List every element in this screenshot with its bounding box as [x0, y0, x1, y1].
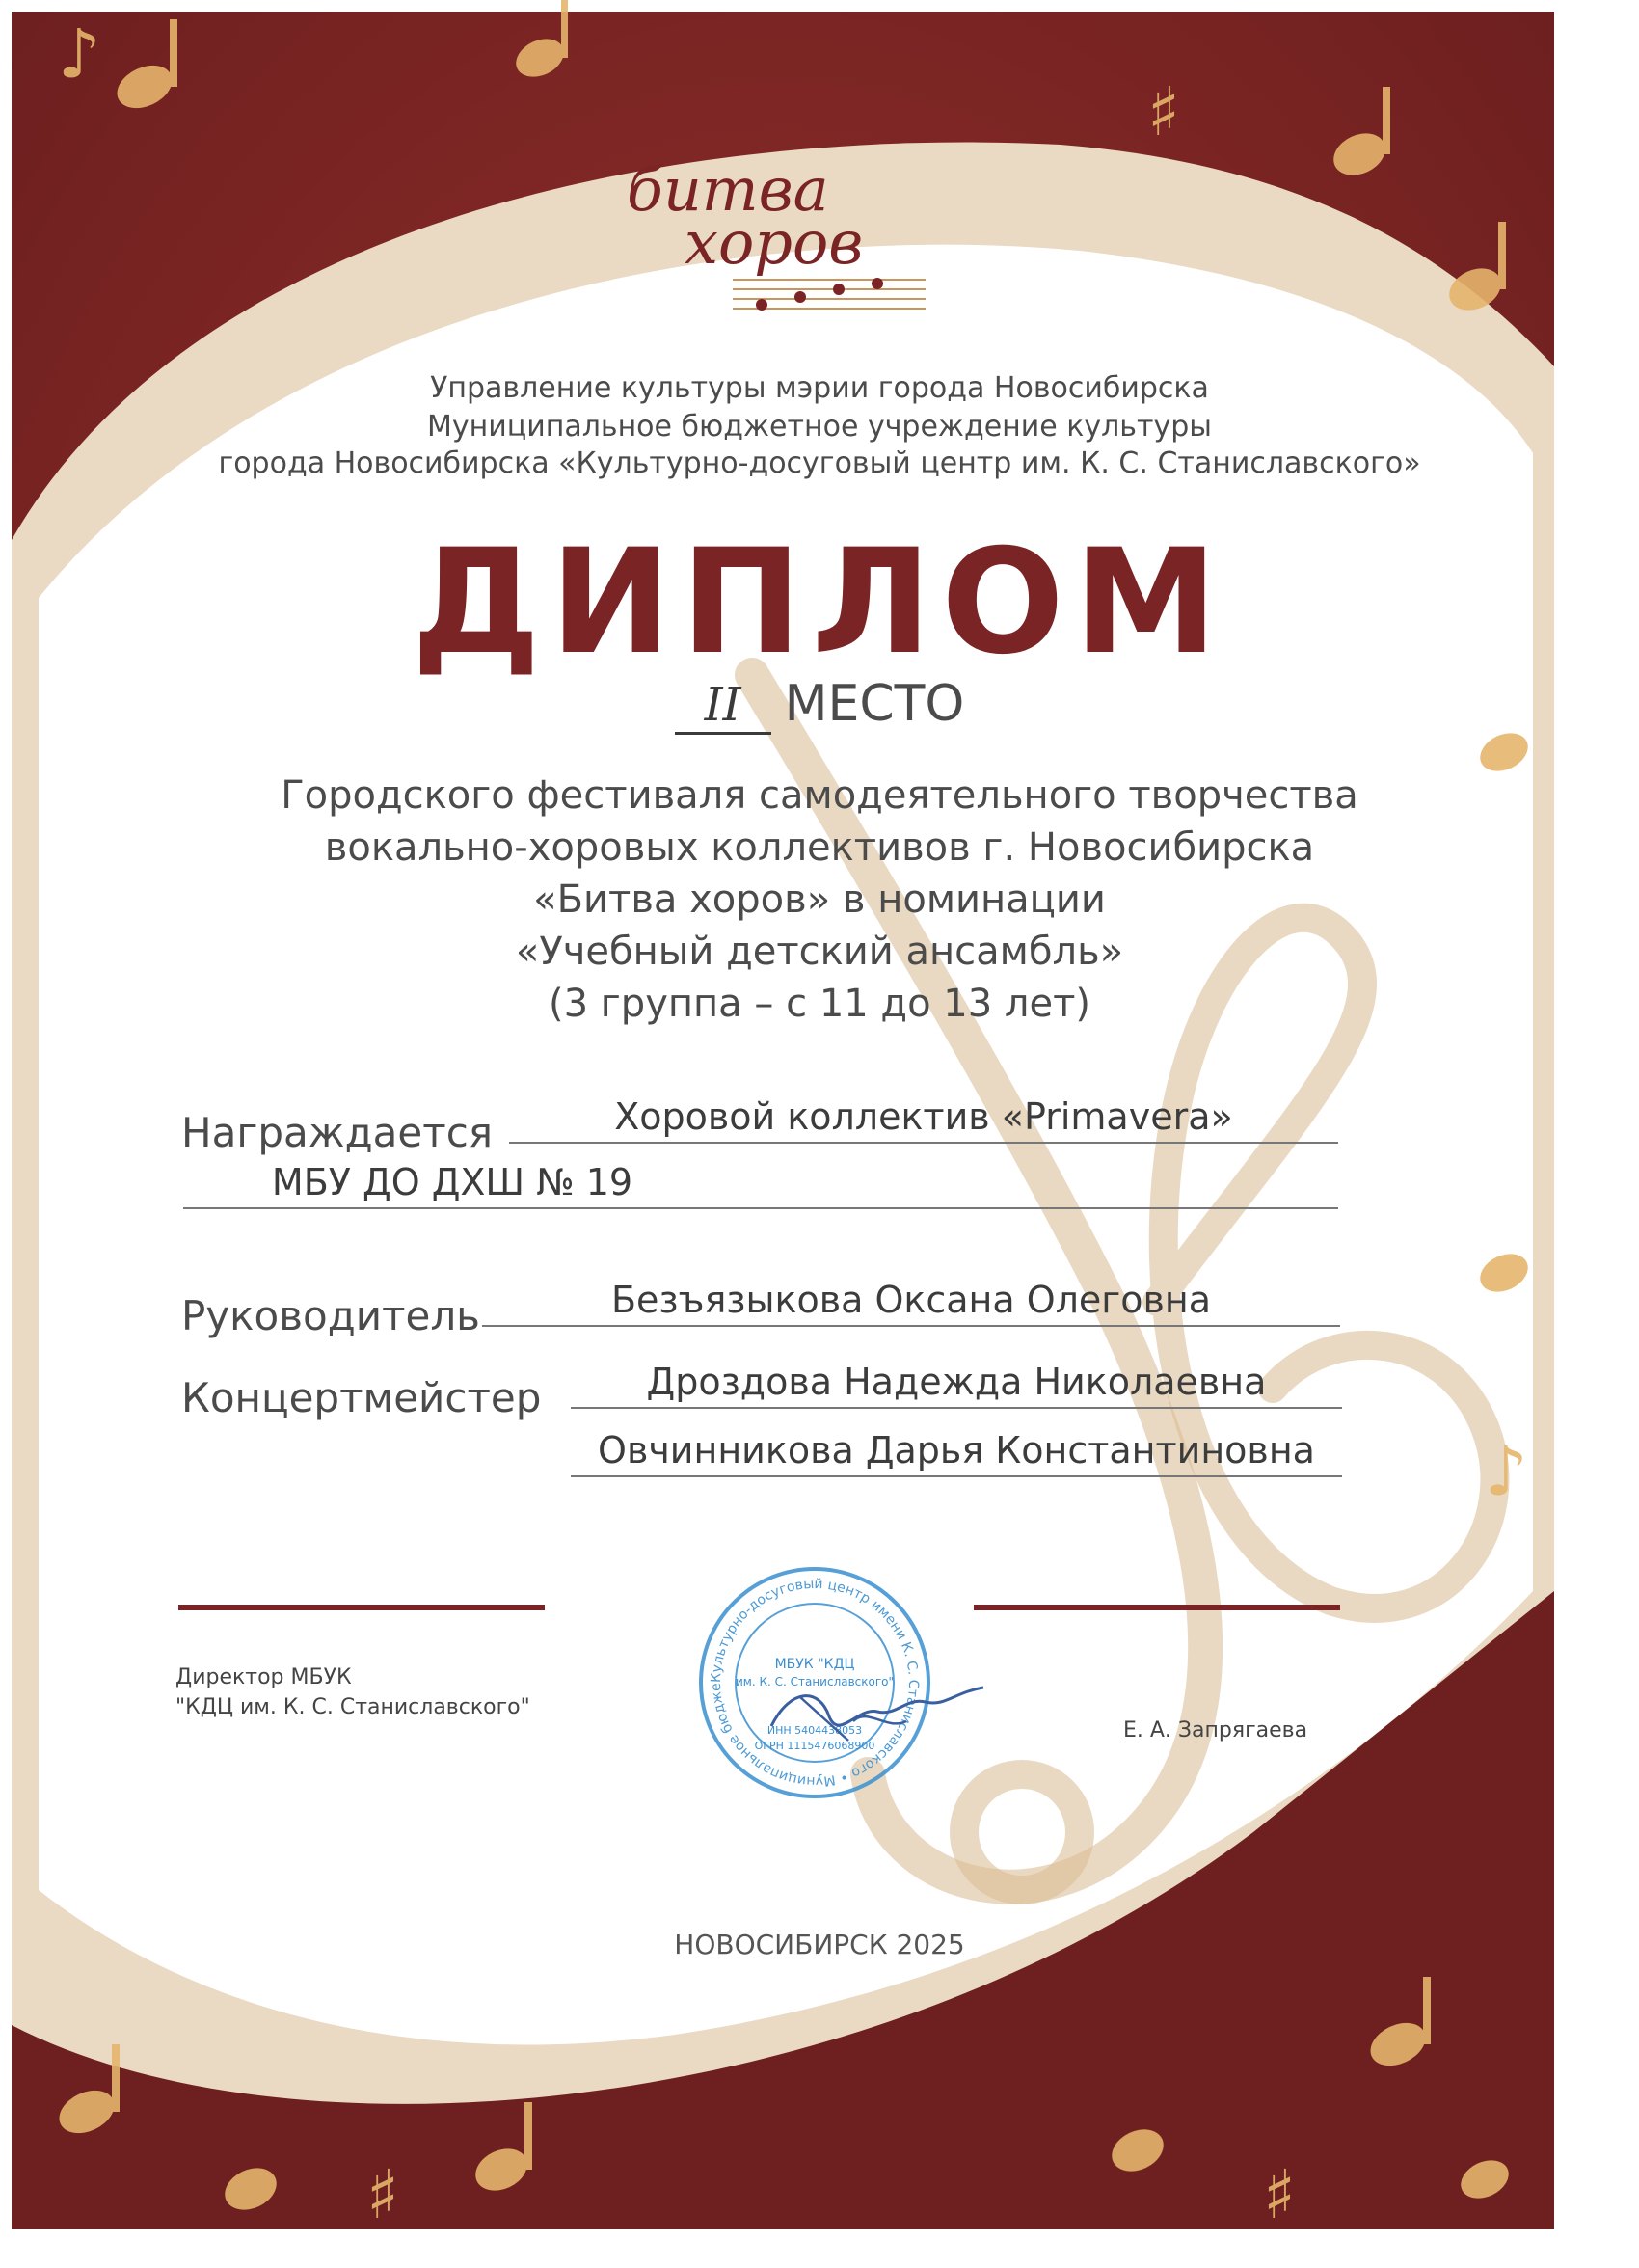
festival-logo — [617, 154, 926, 328]
director-title-2: "КДЦ им. К. С. Станиславского" — [175, 1695, 530, 1719]
place-number: II — [675, 678, 771, 735]
accompanist-label: Концертмейстер — [181, 1374, 542, 1421]
festival-line-1: Городского фестиваля самодеятельного творчества — [281, 773, 1358, 818]
director-signature-line — [178, 1605, 545, 1610]
stamp-outer-text: Культурно-досуговый центр имени К. С. Станиславского • Муниципальное бюдже — [708, 1576, 922, 1790]
leader-value: Безъязыкова Оксана Олеговна — [482, 1275, 1340, 1327]
organizer-line-1: Управление культуры мэрии города Новосибирска — [430, 371, 1209, 405]
diploma-title: ДИПЛОМ — [411, 519, 1228, 687]
place-line — [0, 675, 1639, 735]
stamp-inn: ИНН 5404438053 — [766, 1724, 863, 1737]
stamp-center-1: МБУК "КДЦ — [774, 1657, 855, 1672]
festival-line-2: вокально-хоровых коллективов г. Новосибирска — [324, 825, 1315, 870]
leader-label: Руководитель — [181, 1292, 480, 1339]
svg-text:♪: ♪ — [58, 14, 101, 94]
accompanist-value-1: Дроздова Надежда Николаевна — [571, 1357, 1342, 1409]
organizer-line-2: Муниципальное бюджетное учреждение культуры — [427, 410, 1212, 444]
stamp-ogrn: ОГРН 1115476068900 — [754, 1740, 875, 1752]
director-name: Е. А. Запрягаева — [1123, 1718, 1308, 1742]
awarded-school — [183, 1157, 1338, 1209]
festival-line-5: (3 группа – с 11 до 13 лет) — [549, 982, 1090, 1026]
awarded-school-text: МБУ ДО ДХШ № 19 — [271, 1161, 633, 1203]
director-title-1: Директор МБУК — [175, 1665, 352, 1689]
place-label: МЕСТО — [784, 675, 965, 733]
svg-text:♪: ♪ — [1485, 1432, 1528, 1511]
handwritten-signature — [762, 1668, 993, 1755]
awarded-value: Хоровой коллектив «Primavera» — [509, 1092, 1338, 1144]
festival-line-4: «Учебный детский ансамбль» — [515, 930, 1124, 974]
logo-line1: битва — [627, 154, 829, 225]
festival-line-3: «Битва хоров» в номинации — [533, 878, 1106, 922]
svg-text:♯: ♯ — [1147, 72, 1180, 151]
accompanist-value-2: Овчинникова Дарья Константиновна — [571, 1425, 1342, 1477]
stamp-center-2: им. К. С. Станиславского" — [735, 1675, 895, 1688]
official-stamp — [694, 1562, 935, 1803]
svg-text:♯: ♯ — [1263, 2155, 1296, 2234]
music-staff-icon — [733, 270, 926, 328]
organizer-line-3: города Новосибирска «Культурно-досуговый центр им. К. С. Станиславского» — [218, 446, 1421, 480]
right-signature-line — [974, 1605, 1340, 1610]
logo-line2: хоров — [685, 207, 864, 278]
svg-text:♯: ♯ — [366, 2155, 399, 2234]
city-year: НОВОСИБИРСК 2025 — [674, 1929, 965, 1960]
awarded-label: Награждается — [181, 1109, 494, 1156]
